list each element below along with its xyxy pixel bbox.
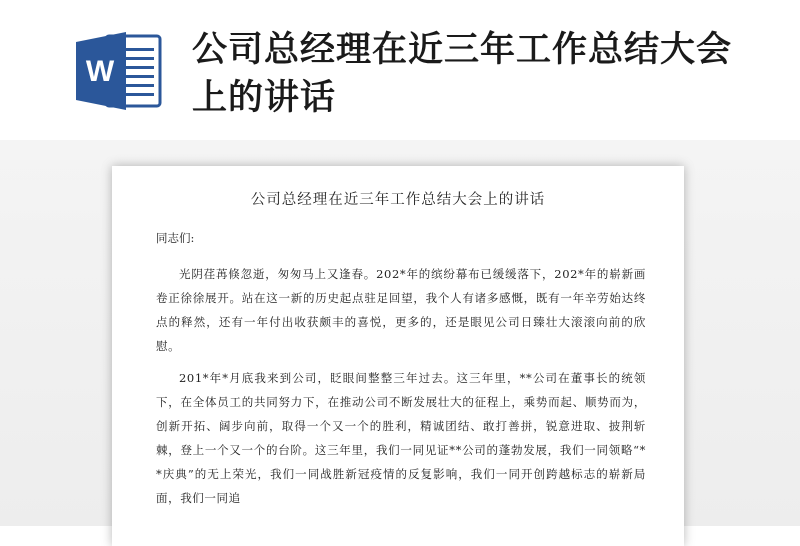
document-page [112, 166, 684, 546]
document-title: 公司总经理在近三年工作总结大会上的讲话 [250, 192, 546, 208]
header-banner [0, 0, 800, 140]
document-paragraph-2: 201*年*月底我来到公司，眨眼间整整三年过去。这三年里，**公司在董事长的统领下，在全体员工的共同努力下，在推动公司不断发展壮大的征程上，乘势而起、顺势而为，创新开拓、阔步向前，取得一个又一个的胜利，精诚团结、敢打善拼，锐意进取、披荆斩棘，登上一个又一个的台阶。这三年里，我们一同见证**公司的蓬勃发展，我们一同领略“**庆典”的无上荣光，我们一同战胜新冠疫情的反复影响，我们一同开创跨越标志的崭新局面，我们一同追 [156, 371, 646, 505]
word-icon-letter: W [85, 55, 115, 88]
page-title: 公司总经理在近三年工作总结大会上的讲话 [192, 30, 733, 118]
document-greeting: 同志们: [156, 231, 195, 245]
word-document-icon [76, 32, 164, 110]
document-paragraph-1: 光阴荏苒倏忽逝，匆匆马上又逢春。202*年的缤纷幕布已缓缓落下，202*年的崭新画卷正徐徐展开。站在这一新的历史起点驻足回望，我个人有诸多感慨，既有一年辛劳始达终点的释然，还有一年付出收获颇丰的喜悦，更多的，还是眼见公司日臻壮大滚滚向前的欣慰。 [156, 267, 646, 353]
